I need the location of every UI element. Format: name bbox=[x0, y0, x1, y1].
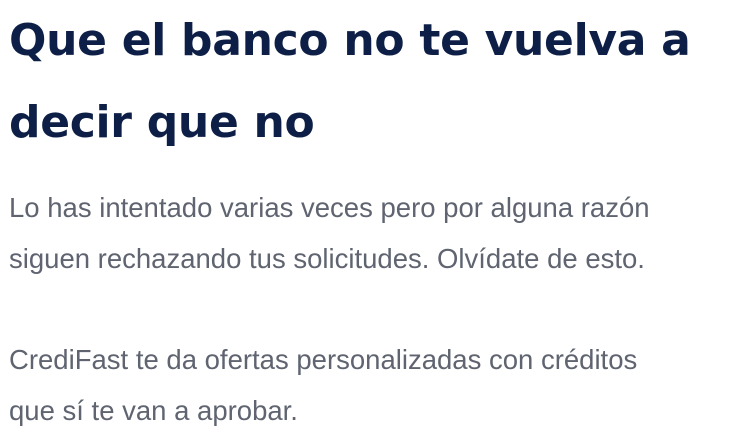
offer-paragraph bbox=[9, 334, 637, 436]
intro-paragraph-line-1: Lo has intentado varias veces pero por alguna razón bbox=[9, 192, 650, 223]
page-title bbox=[9, 0, 725, 164]
headline-line-1: Que el banco no te vuelva a bbox=[9, 15, 691, 66]
hero-section bbox=[9, 0, 725, 426]
offer-paragraph-line-1: CrediFast te da ofertas personalizadas con créditos bbox=[9, 344, 638, 375]
intro-paragraph bbox=[9, 182, 650, 284]
intro-paragraph-line-2: siguen rechazando tus solicitudes. Olvídate de esto. bbox=[9, 243, 645, 274]
offer-paragraph-line-2: que sí te van a aprobar. bbox=[9, 395, 298, 426]
headline-line-2: decir que no bbox=[9, 97, 315, 148]
